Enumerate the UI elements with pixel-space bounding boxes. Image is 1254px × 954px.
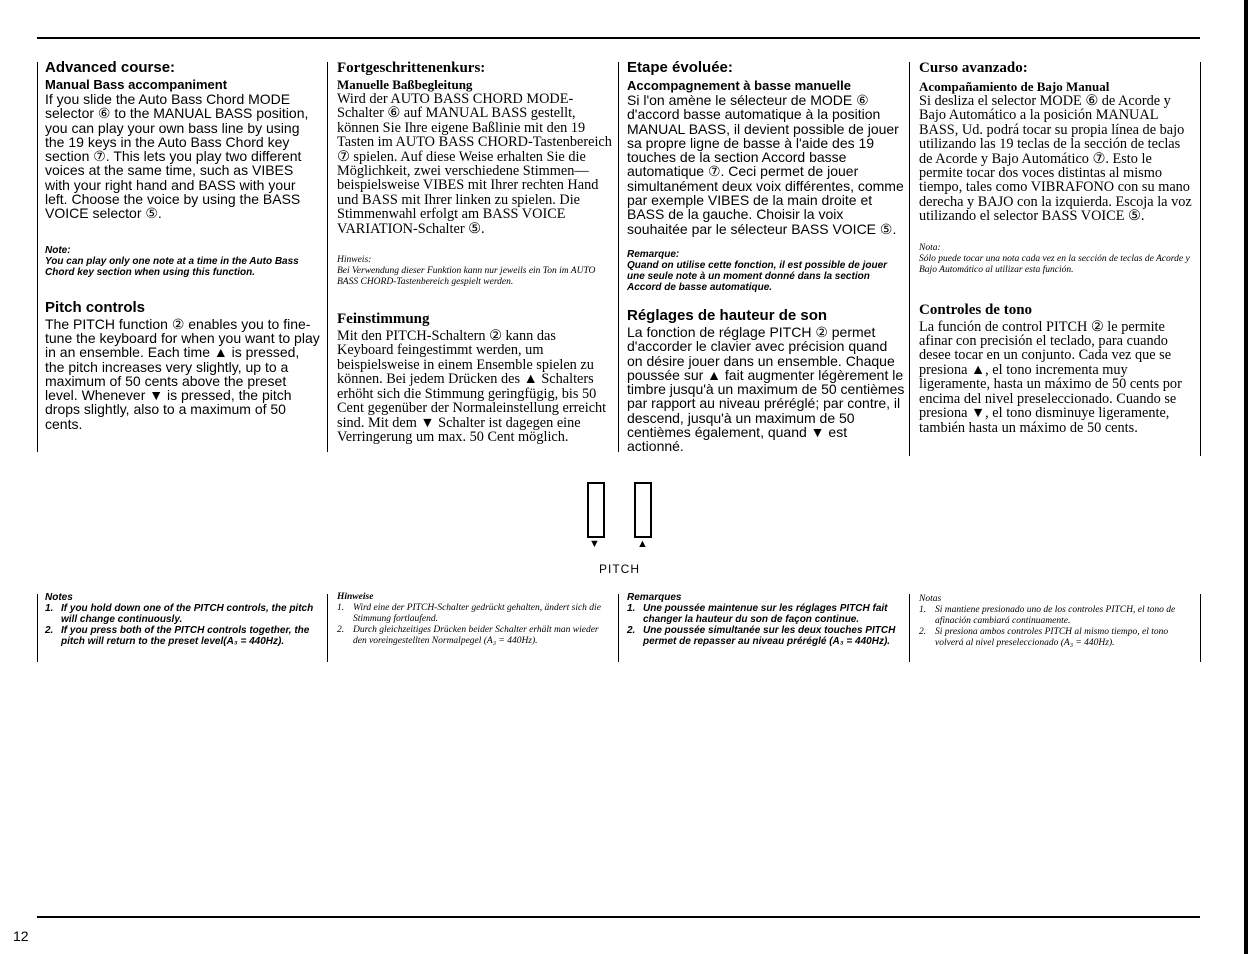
note-label: Hinweis:: [337, 255, 372, 266]
divider: [618, 594, 619, 662]
bottom-rule: [37, 916, 1200, 918]
note-text: You can play only one note at a time in the Auto Bass Chord key section when using this function.: [45, 255, 299, 278]
section-heading: Feinstimmung: [337, 311, 430, 328]
section-heading: Controles de tono: [919, 301, 1033, 318]
german-column: [337, 60, 613, 444]
page-number: 12: [13, 928, 29, 944]
notes-label: Hinweise: [337, 592, 374, 602]
notes-label: Notes: [45, 592, 73, 603]
section-heading: Fortgeschrittenenkurs:: [337, 60, 486, 76]
list-item: 1. If you hold down one of the PITCH controls, the pitch will change continuously.: [45, 603, 314, 625]
list-item: 1. Une poussée maintenue sur les réglages PITCH fait changer la hauteur du son de façon continue.: [627, 603, 888, 625]
section-body: La función de control PITCH ② le permite afinar con precisión el teclado, para cuando desee tocar en un conjunto. Cada vez que se presiona ▲, el tono incrementa muy ligeramente, hasta un máximo de 50 cents por encima del nivel preseleccionado. Cuando se presiona ▼, el tono disminuye ligeramente, también hasta un máximo de 50 cents.: [919, 318, 1182, 436]
french-column: [627, 60, 905, 454]
list-item: 2. Durch gleichzeitiges Drücken beider Schalter erhält man wieder den voreingestellten Normalpegel (A₃ = 440Hz).: [337, 625, 599, 646]
section-subheading: Manuelle Baßbegleitung: [337, 77, 473, 92]
right-edge-bar: [1244, 0, 1248, 954]
note-label: Remarque:: [627, 248, 680, 260]
up-triangle-icon: ▲: [637, 538, 648, 550]
list-item: 2. Une poussée simultanée sur les deux touches PITCH permet de repasser au niveau préréglé (A₃ = 440Hz).: [627, 625, 896, 647]
down-triangle-icon: ▼: [589, 538, 600, 550]
divider: [909, 62, 910, 456]
note-text: Sólo puede tocar una nota cada vez en la sección de teclas de Acorde y Bajo Automático al utilizar esta función.: [919, 253, 1190, 275]
top-rule: [37, 37, 1200, 39]
english-notes: [45, 592, 319, 647]
pitch-label: PITCH: [599, 562, 640, 576]
section-heading: Curso avanzado:: [919, 60, 1028, 76]
divider: [37, 62, 38, 452]
section-heading: Pitch controls: [45, 298, 146, 316]
divider: [327, 594, 328, 662]
section-heading: Etape évoluée:: [627, 59, 733, 76]
list-item: 2. Si presiona ambos controles PITCH al mismo tiempo, el tono volverá al nivel preseleccionado (A₃ = 440Hz).: [919, 627, 1169, 648]
section-body: The PITCH function ② enables you to fine-tune the keyboard for when you want to play in an ensemble. Each time ▲ is pressed, the pitch increases very slightly, up to a maximum of 50 cents above the preset level. Whenever ▼ is pressed, the pitch drops slightly, also to a maximum of 50 cents.: [45, 315, 320, 432]
spanish-notes: [919, 594, 1195, 649]
german-notes: [337, 592, 611, 647]
list-item: 1. Si mantiene presionado uno de los controles PITCH, el tono de afinación cambiará continuamente.: [919, 605, 1176, 626]
section-heading: Advanced course:: [45, 59, 176, 76]
section-body: Si l'on amène le sélecteur de MODE ⑥ d'accord basse automatique à la position MANUAL BASS, il devient possible de jouer sa propre ligne de basse à l'aide des 19 touches de la section Accord basse automatique ⑦. Ceci permet de jouer simultanément deux voix différentes, comme par exemple VIBES de la main droite et BASS de la gauche. Choisir la voix souhaitée par le sélecteur BASS VOICE ⑤.: [627, 92, 904, 237]
pitch-down-key: [587, 482, 605, 538]
section-body: Mit den PITCH-Schaltern ② kann das Keyboard feingestimmt werden, um beispielsweise in einem Ensemble spielen zu können. Bei jedem Drücken des ▲ Schalters erhöht sich die Stimmung geringfügig, bis 50 Cent gegenüber der Normaleinstellung erreicht sind. Mit dem ▼ Schalter ist dagegen eine Verringerung um max. 50 Cent möglich.: [337, 328, 607, 445]
section-subheading: Manual Bass accompaniment: [45, 77, 228, 92]
notes-label: Remarques: [627, 592, 682, 603]
list-item: 1. Wird eine der PITCH-Schalter gedrückt gehalten, ändert sich die Stimmung fortlaufend.: [337, 603, 601, 624]
section-body: Wird der AUTO BASS CHORD MODE-Schalter ⑥ auf MANUAL BASS gestellt, können Sie Ihre eigene Baßlinie mit den 19 Tasten im AUTO BASS CHORD-Tastenbereich ⑦ spielen. Auf diese Weise erhalten Sie die Möglichkeit, zwei verschiedene Stimmen—beispielsweise VIBES mit Ihrer rechten Hand und BASS mit Ihrer linken zu spielen. Die Stimmenwahl erfolgt am BASS VOICE VARIATION-Schalter ⑤.: [337, 91, 612, 237]
note-label: Note:: [45, 244, 71, 256]
divider: [327, 62, 328, 452]
section-body: La fonction de réglage PITCH ② permet d'accorder le clavier avec précision quand on désire jouer dans un ensemble. Chaque poussée sur ▲ fait augmenter légèrement le timbre jusqu'à un maximum de 50 centièmes par rapport au niveau préréglé; par contre, il descend, jusqu'à un maximum de 50 centièmes également, quand ▼ est actionné.: [627, 323, 905, 455]
spanish-column: [919, 60, 1195, 435]
notes-label: Notas: [919, 594, 942, 604]
section-body: Si desliza el selector MODE ⑥ de Acorde y Bajo Automático a la posición MANUAL BASS, Ud. podrá tocar su propia línea de bajo utilizando las 19 teclas de la sección de teclas de Acorde y Bajo Automático ⑦. Esto le permite tocar dos voces distintas al mismo tiempo, tales como VIBRAFONO con su mano derecha y BAJO con la izquierda. Escoja la voz utilizando el selector BASS VOICE ⑤.: [919, 93, 1192, 225]
divider: [618, 62, 619, 452]
list-item: 2. If you press both of the PITCH controls together, the pitch will return to the preset level(A₃ = 440Hz).: [45, 625, 310, 647]
divider: [1200, 594, 1201, 662]
section-body: If you slide the Auto Bass Chord MODE selector ⑥ to the MANUAL BASS position, you can play your own bass line by using the 19 keys in the Auto Bass Chord key section ⑦. This lets you play two different voices at the same time, such as VIBES with your right hand and BASS with your left. Choose the voice by using the BASS VOICE selector ⑤.: [45, 91, 309, 222]
french-notes: [627, 592, 903, 647]
section-heading: Réglages de hauteur de son: [627, 306, 828, 324]
note-text: Quand on utilise cette fonction, il est possible de jouer une seule note à un moment donné dans la section Accord de basse automatique.: [627, 259, 888, 293]
english-column: [45, 60, 321, 431]
note-label: Nota:: [919, 242, 941, 253]
section-subheading: Acompañamiento de Bajo Manual: [919, 79, 1110, 94]
section-subheading: Accompagnement à basse manuelle: [627, 78, 851, 93]
note-text: Bei Verwendung dieser Funktion kann nur jeweils ein Ton im AUTO BASS CHORD-Tastenbereich gespielt werden.: [337, 266, 596, 288]
divider: [1200, 62, 1201, 456]
divider: [909, 594, 910, 662]
divider: [37, 594, 38, 662]
pitch-up-key: [634, 482, 652, 538]
